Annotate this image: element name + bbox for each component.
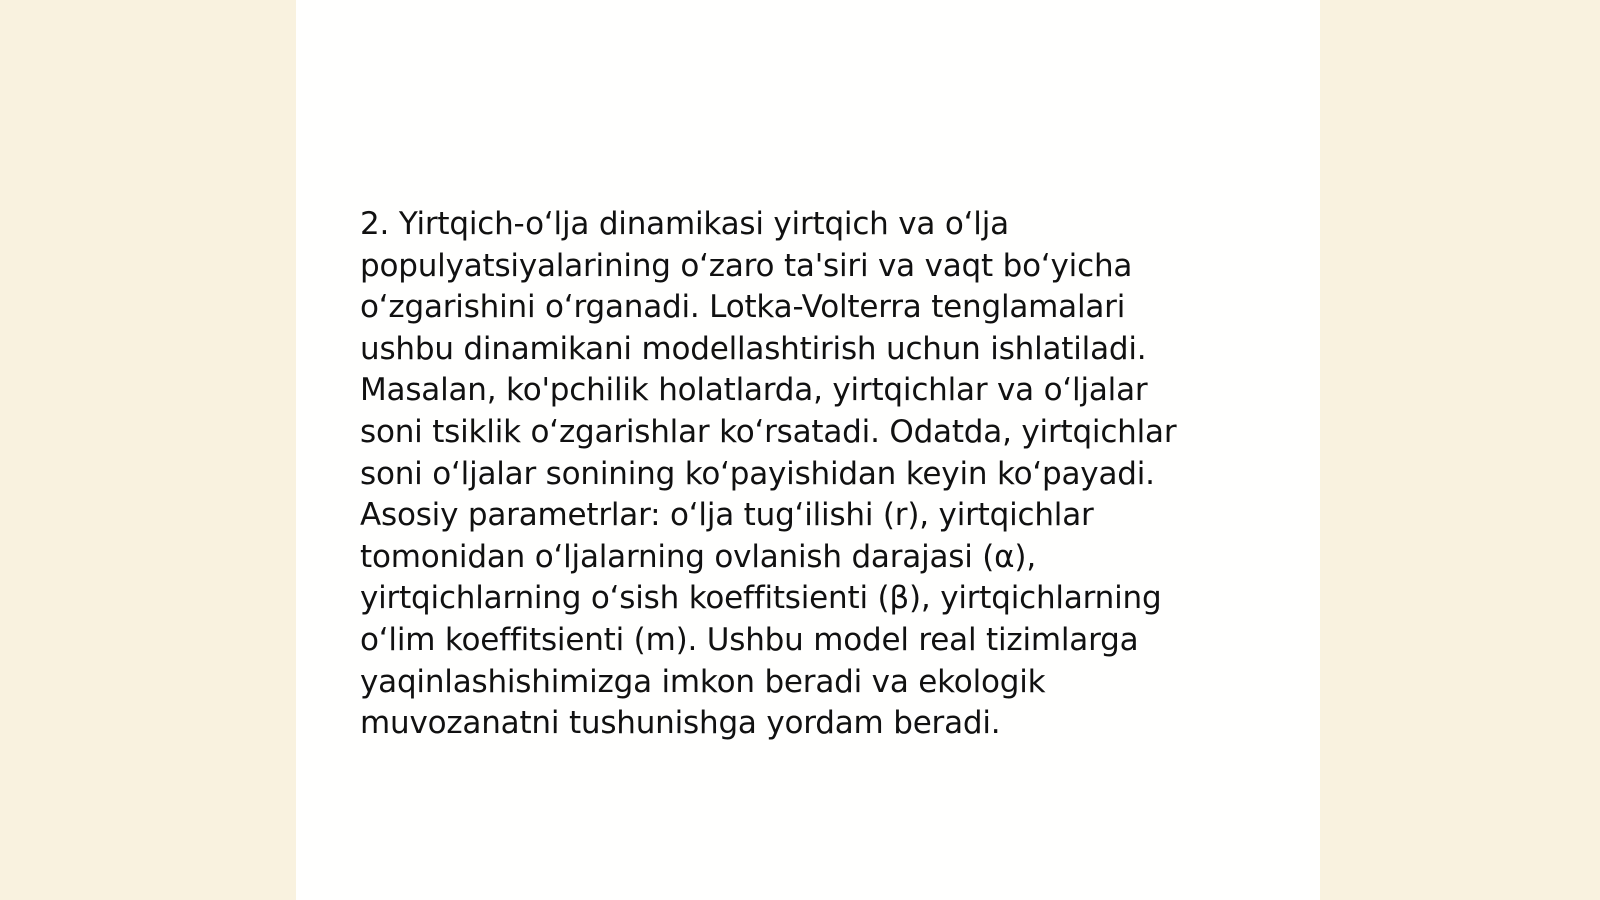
text-line: soni tsiklik oʻzgarishlar koʻrsatadi. Odatda, yirtqichlar xyxy=(360,413,1177,450)
text-line: Asosiy parametrlar: oʻlja tugʻilishi (r), yirtqichlar xyxy=(360,497,1094,534)
text-line: 2. Yirtqich-oʻlja dinamikasi yirtqich va oʻlja xyxy=(360,206,1009,242)
text-line: oʻlim koeffitsienti (m). Ushbu model real tizimlarga xyxy=(360,621,1139,658)
text-line: soni oʻljalar sonining koʻpayishidan keyin koʻpayadi. xyxy=(360,455,1155,492)
text-line: Masalan, ko'pchilik holatlarda, yirtqichlar va oʻljalar xyxy=(360,372,1148,409)
text-line: yirtqichlarning oʻsish koeffitsienti (β), yirtqichlarning xyxy=(360,580,1162,617)
text-line: oʻzgarishini oʻrganadi. Lotka-Volterra tenglamalari xyxy=(360,289,1126,326)
text-line: tomonidan oʻljalarning ovlanish darajasi (α), xyxy=(360,538,1036,575)
document-page xyxy=(296,0,1320,900)
left-margin-background xyxy=(0,0,296,900)
body-paragraph xyxy=(360,204,1260,745)
right-margin-background xyxy=(1320,0,1600,900)
text-line: populyatsiyalarining oʻzaro ta'siri va vaqt boʻyicha xyxy=(360,247,1133,284)
text-line: yaqinlashishimizga imkon beradi va ekologik xyxy=(360,663,1046,700)
text-line: ushbu dinamikani modellashtirish uchun ishlatiladi. xyxy=(360,330,1147,367)
text-line: muvozanatni tushunishga yordam beradi. xyxy=(360,705,1001,742)
